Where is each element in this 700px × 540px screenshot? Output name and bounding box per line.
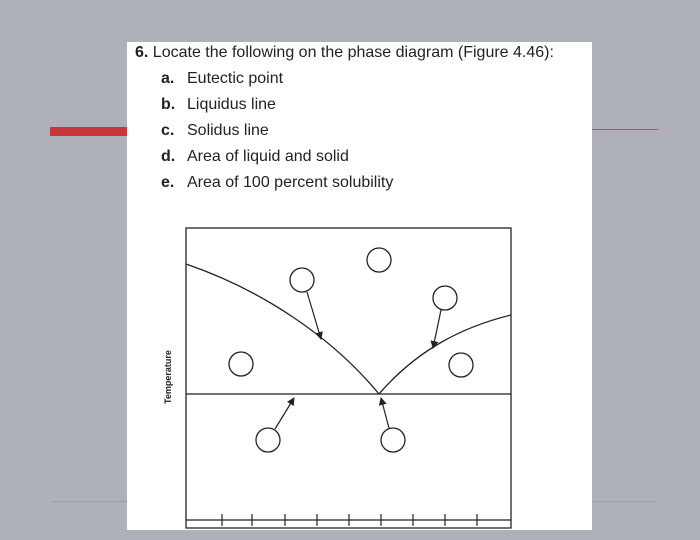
item-letter: b. xyxy=(161,96,176,113)
callout-arrow xyxy=(275,398,294,429)
liquidus-curve-left xyxy=(186,264,379,394)
callout-arrow xyxy=(381,398,389,428)
item-letter: a. xyxy=(161,70,175,87)
divider-top-right xyxy=(592,129,658,130)
item-text: Area of 100 percent solubility xyxy=(187,174,394,191)
item-text: Area of liquid and solid xyxy=(187,148,349,165)
callout-circle xyxy=(433,286,457,310)
callout-circle xyxy=(381,428,405,452)
question-prompt: Locate the following on the phase diagram (Figure 4.46): xyxy=(152,44,554,61)
accent-bar xyxy=(50,127,128,136)
callout-circle xyxy=(367,248,391,272)
callout-circle xyxy=(449,353,473,377)
divider-bottom-left xyxy=(52,501,128,502)
diagram-frame xyxy=(186,228,511,528)
liquidus-curve-right xyxy=(379,315,511,394)
y-axis-label: Temperature xyxy=(163,350,173,404)
worksheet-page xyxy=(127,42,592,530)
item-text: Solidus line xyxy=(187,122,269,139)
item-text: Eutectic point xyxy=(187,70,284,87)
callout-circle xyxy=(256,428,280,452)
item-letter: e. xyxy=(161,174,175,191)
question-number: 6. xyxy=(135,44,149,61)
item-text: Liquidus line xyxy=(187,96,276,113)
callout-circle xyxy=(229,352,253,376)
phase-diagram xyxy=(127,42,592,530)
callout-arrow xyxy=(433,310,441,348)
callout-circle xyxy=(290,268,314,292)
x-axis-ticks xyxy=(186,514,511,526)
item-letter: c. xyxy=(161,122,175,139)
divider-bottom-right xyxy=(592,501,656,502)
item-letter: d. xyxy=(161,148,176,165)
